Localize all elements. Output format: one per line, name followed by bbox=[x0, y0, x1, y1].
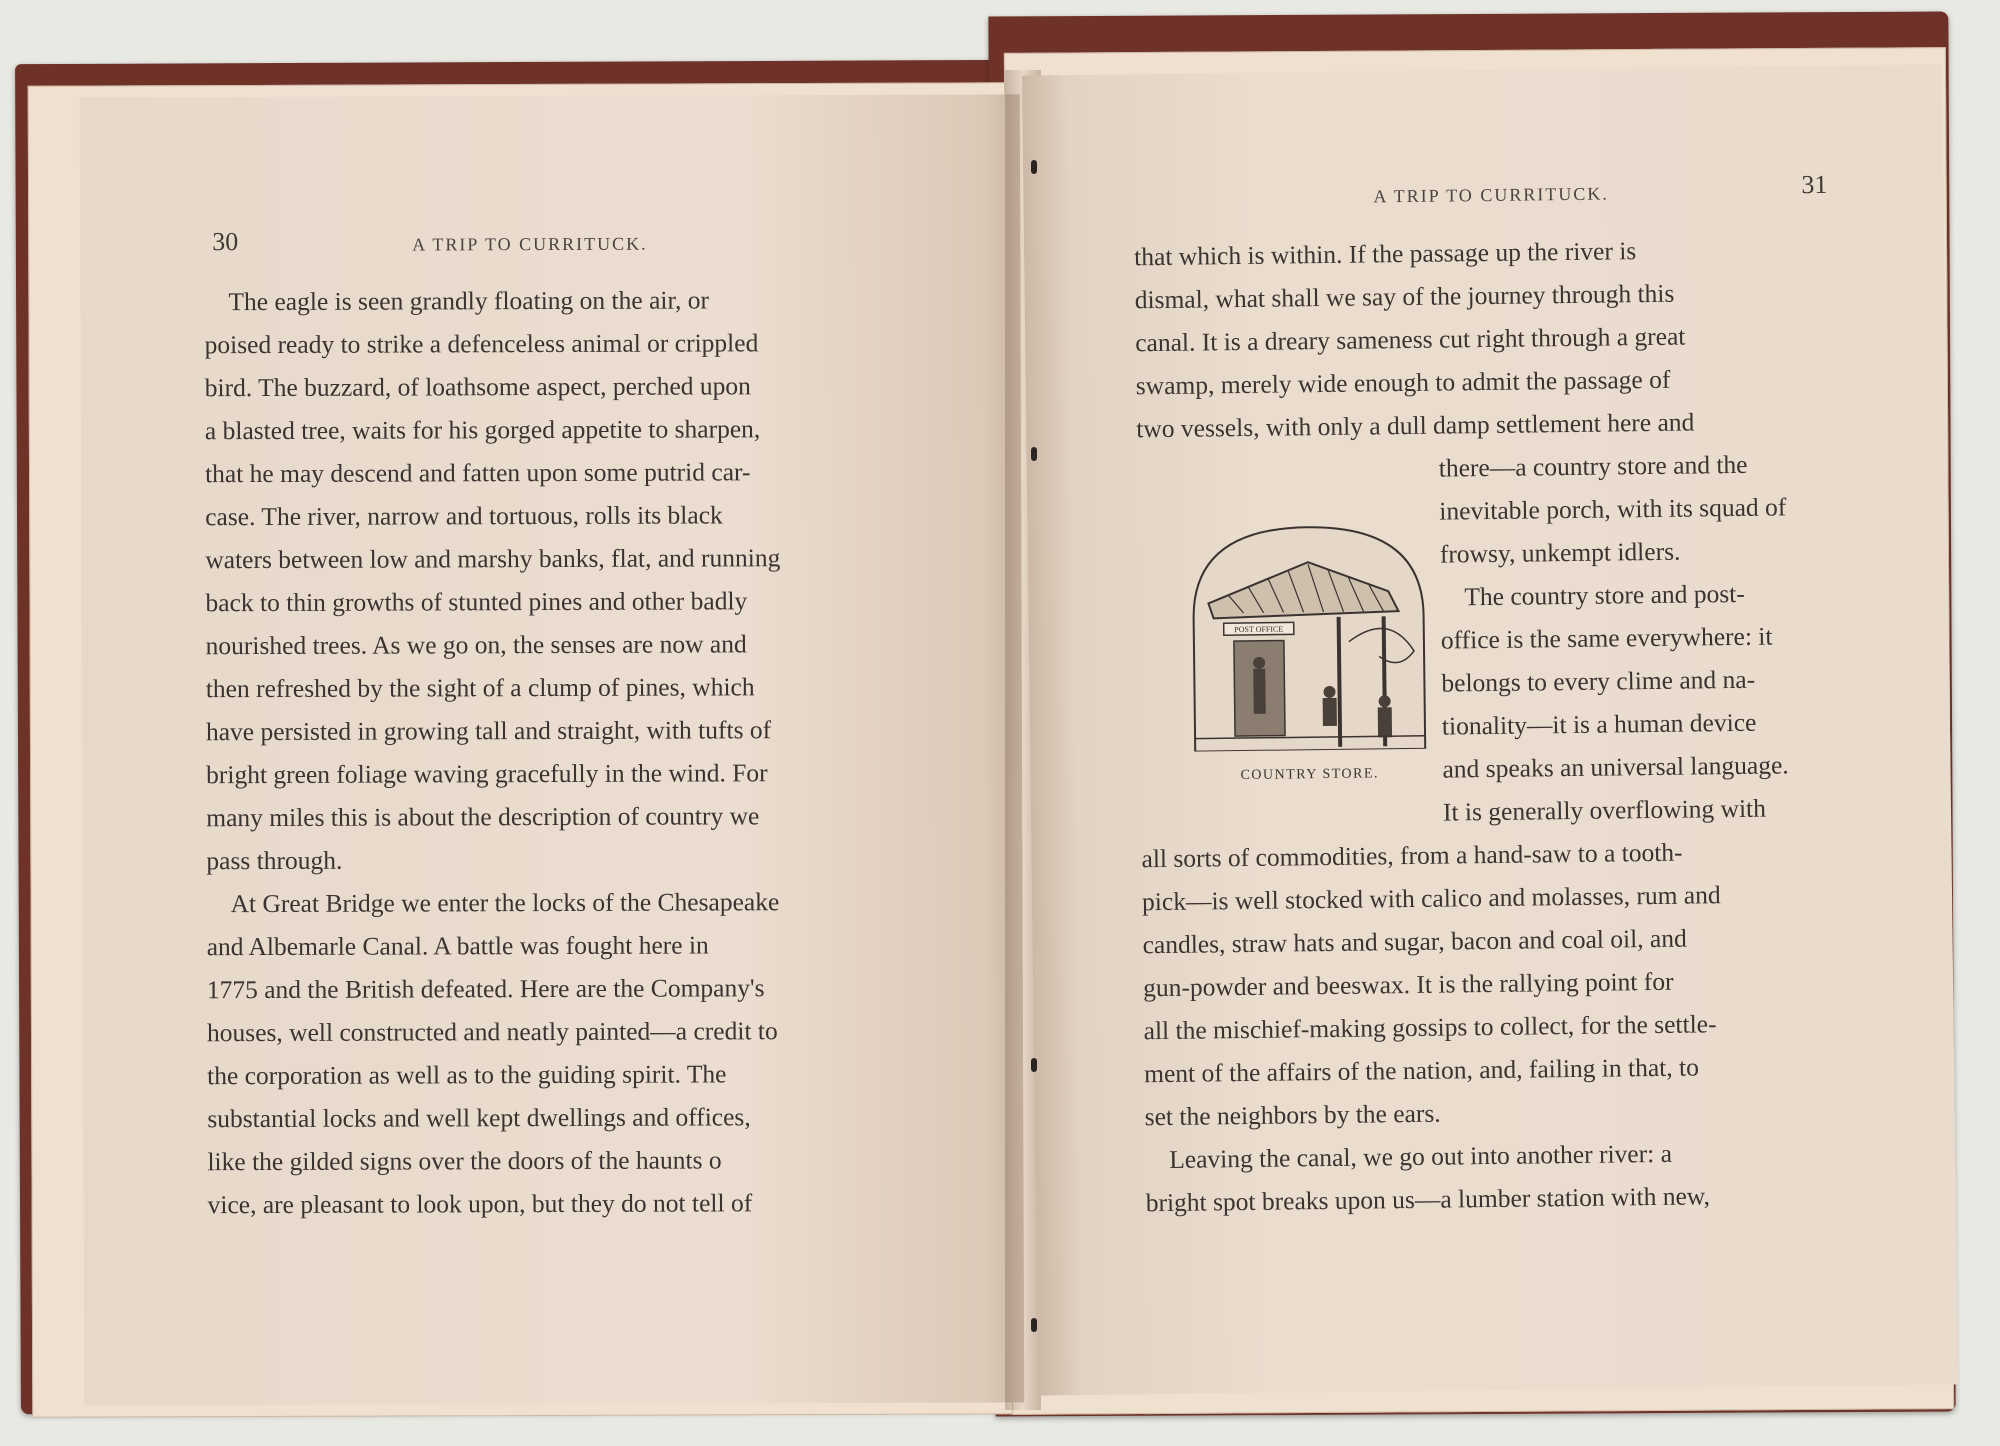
text-line: inevitable porch, with its squad of bbox=[1439, 492, 1787, 526]
text-line: pick—is well stocked with calico and molasses, rum and bbox=[1141, 880, 1721, 917]
text-line: have persisted in growing tall and straight, with tufts of bbox=[205, 715, 772, 747]
text-line: and speaks an universal language. bbox=[1442, 750, 1789, 784]
binding-thread bbox=[1031, 1318, 1037, 1332]
text-line: dismal, what shall we say of the journey through this bbox=[1134, 278, 1675, 315]
text-line: It is generally overflowing with bbox=[1442, 793, 1767, 827]
text-line: The eagle is seen grandly floating on the air, or bbox=[228, 285, 709, 317]
text-line: vice, are pleasant to look upon, but they do not tell of bbox=[207, 1188, 753, 1220]
running-head: A TRIP TO CURRITUCK. bbox=[412, 233, 648, 255]
text-line: belongs to every clime and na- bbox=[1441, 664, 1756, 698]
text-line: nourished trees. As we go on, the senses are now and bbox=[205, 629, 747, 661]
text-line: back to thin growths of stunted pines and other badly bbox=[205, 586, 748, 618]
text-line: two vessels, with only a dull damp settlement here and bbox=[1136, 407, 1695, 444]
text-line: tionality—it is a human device bbox=[1441, 707, 1757, 741]
text-line: then refreshed by the sight of a clump of pines, which bbox=[205, 672, 755, 704]
binding-thread bbox=[1031, 1058, 1037, 1072]
text-line: bright spot breaks upon us—a lumber station with new, bbox=[1145, 1181, 1711, 1218]
page-number: 31 bbox=[1801, 169, 1828, 200]
text-line: a blasted tree, waits for his gorged appetite to sharpen, bbox=[204, 414, 761, 446]
text-line: like the gilded signs over the doors of the haunts o bbox=[207, 1145, 722, 1177]
text-line: substantial locks and well kept dwellings and offices, bbox=[207, 1102, 751, 1134]
text-line: houses, well constructed and neatly painted—a credit to bbox=[206, 1016, 778, 1048]
text-line: that which is within. If the passage up the river is bbox=[1134, 236, 1637, 272]
illustration-caption: COUNTRY STORE. bbox=[1240, 766, 1380, 784]
text-line: the corporation as well as to the guiding spirit. The bbox=[207, 1059, 727, 1091]
text-line: waters between low and marshy banks, flat, and running bbox=[205, 543, 781, 575]
left-page bbox=[80, 94, 1025, 1405]
text-line: The country store and post- bbox=[1464, 578, 1745, 612]
text-line: Leaving the canal, we go out into another river: a bbox=[1169, 1138, 1673, 1174]
text-line: bird. The buzzard, of loathsome aspect, perched upon bbox=[204, 371, 751, 403]
running-head: A TRIP TO CURRITUCK. bbox=[1373, 183, 1609, 207]
text-line: and Albemarle Canal. A battle was fought here in bbox=[206, 930, 709, 962]
text-line: swamp, merely wide enough to admit the passage of bbox=[1135, 364, 1671, 401]
text-line: ment of the affairs of the nation, and, failing in that, to bbox=[1143, 1052, 1700, 1089]
text-line: candles, straw hats and sugar, bacon and coal oil, and bbox=[1142, 923, 1687, 960]
text-line: case. The river, narrow and tortuous, rolls its black bbox=[205, 500, 723, 532]
text-line: all sorts of commodities, from a hand-saw to a tooth- bbox=[1141, 837, 1683, 874]
text-line: gun-powder and beeswax. It is the rallying point for bbox=[1142, 966, 1674, 1003]
country-store-illustration bbox=[1187, 521, 1430, 752]
text-line: canal. It is a dreary sameness cut right through a great bbox=[1135, 321, 1686, 358]
text-line: that he may descend and fatten upon some putrid car- bbox=[204, 457, 751, 489]
text-line: frowsy, unkempt idlers. bbox=[1439, 536, 1681, 569]
text-line: set the neighbors by the ears. bbox=[1144, 1098, 1441, 1132]
right-page bbox=[1022, 64, 1958, 1395]
text-line: pass through. bbox=[206, 845, 343, 876]
text-line: 1775 and the British defeated. Here are the Company's bbox=[206, 973, 765, 1005]
binding-thread bbox=[1031, 160, 1037, 174]
text-line: there—a country store and the bbox=[1438, 449, 1748, 483]
text-line: office is the same everywhere: it bbox=[1440, 621, 1773, 655]
text-line: many miles this is about the description of country we bbox=[206, 801, 760, 833]
page-number: 30 bbox=[212, 227, 239, 257]
text-line: poised ready to strike a defenceless animal or crippled bbox=[204, 328, 759, 360]
text-line: bright green foliage waving gracefully in the wind. For bbox=[206, 758, 768, 790]
binding-thread bbox=[1031, 447, 1037, 461]
text-line: At Great Bridge we enter the locks of the Chesapeake bbox=[230, 887, 780, 919]
text-line: all the mischief-making gossips to collect, for the settle- bbox=[1143, 1009, 1717, 1046]
post-office-sign: POST OFFICE bbox=[1234, 624, 1284, 635]
